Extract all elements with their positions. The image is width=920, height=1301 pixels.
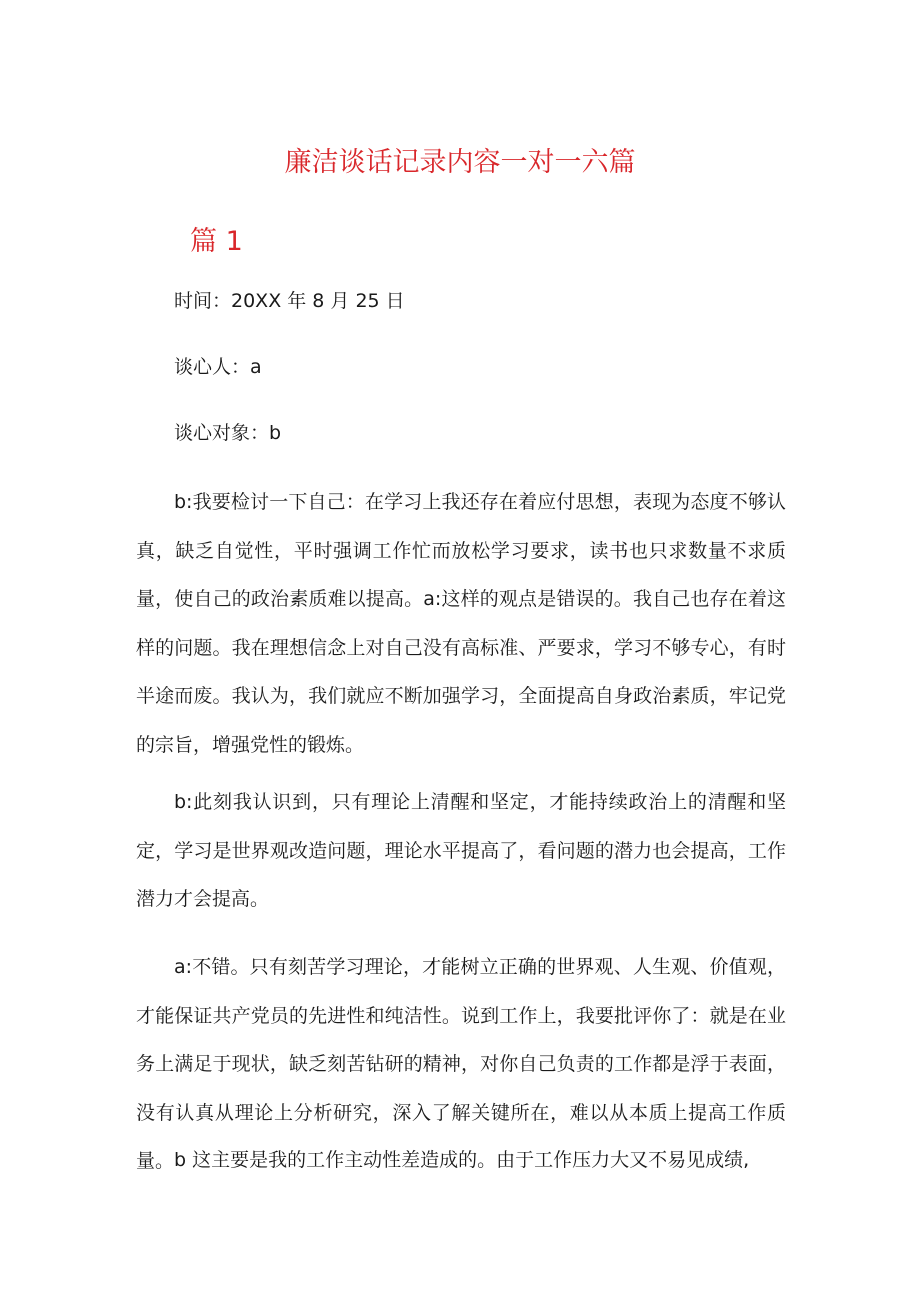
paragraph: b 这主要是我的工作主动性差造成的。由于工作压力大又不易见成绩, [174, 1149, 750, 1171]
paragraph: b:我要检讨一下自己：在学习上我还存在着应付思想，表现为态度不够认真，缺乏自觉性，平时强调工作忙而放松学习要求，读书也只求数量不求质量，使自己的政治素质难以提高。a:这样的观点是错误的。我自己也存在着这样的问题。我在理想信念上对自己没有高标准、严要求，学习不够专心，有时半途而废。我认为，我们就应不断加强学习，全面提高自身政治素质，牢记党的宗旨，增强党性的锻炼。 [136, 491, 786, 756]
meta-time: 时间：20XX 年 8 月 25 日 [174, 290, 405, 312]
paragraph: b:此刻我认识到，只有理论上清醒和坚定，才能持续政治上的清醒和坚定，学习是世界观改造问题，理论水平提高了，看问题的潜力也会提高，工作潜力才会提高。 [136, 791, 786, 911]
meta-speaker: 谈心人：a [174, 356, 262, 378]
meta-target: 谈心对象：b [174, 422, 282, 444]
paragraph: a:不错。只有刻苦学习理论，才能树立正确的世界观、人生观、价值观，才能保证共产党员的先进性和纯洁性。说到工作上，我要批评你了：就是在业务上满足于现状，缺乏刻苦钻研的精神，对你自己负责的工作都是浮于表面，没有认真从理论上分析研究，深入了解关键所在，难以从本质上提高工作质量。 [136, 956, 786, 1173]
document-title: 廉洁谈话记录内容一对一六篇 [284, 147, 636, 178]
section-heading: 篇 1 [190, 226, 243, 257]
